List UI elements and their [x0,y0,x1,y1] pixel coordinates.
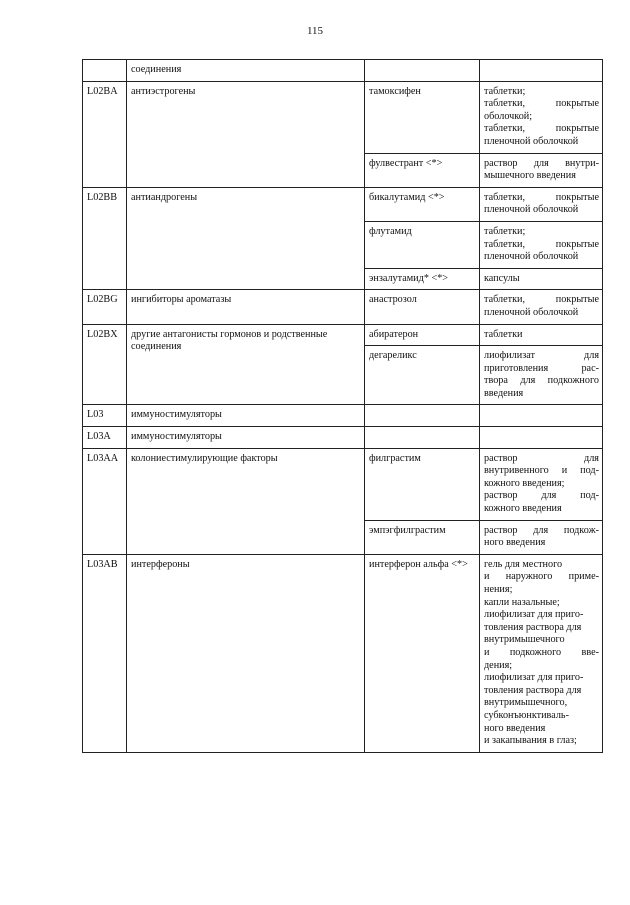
atc-code [83,60,127,82]
dosage-forms [480,324,603,346]
dosage-form-line: таблетки, покрытые [484,294,599,306]
dosage-form-line: ного введения [484,537,546,549]
dosage-form-line: введения [484,387,524,399]
drug-name [365,60,480,82]
drug-table [82,59,603,753]
dosage-forms [480,405,603,427]
group-name: иммуностимуляторы [127,427,365,449]
drug-name: абиратерон [365,324,480,346]
atc-code: L02BX [83,324,127,405]
drug-name: филграстим [365,448,480,520]
group-name: ингибиторы ароматазы [127,290,365,324]
dosage-forms [480,60,603,82]
table-row [83,448,603,520]
dosage-form-line: товления раствора для [484,684,582,696]
group-name: иммуностимуляторы [127,405,365,427]
dosage-form-line: таблетки, покрытые [484,98,599,110]
dosage-form-line: и наружного приме- [484,571,599,583]
dosage-form-line: твора для подкожного [484,375,599,387]
dosage-form-line: раствор для под- [484,490,599,502]
table-row [83,187,603,221]
dosage-form-line: мышечного введения [484,170,576,182]
dosage-forms [480,187,603,221]
table-row [83,81,603,153]
dosage-form-line: капсулы [484,272,520,284]
dosage-form-line: нения; [484,584,513,595]
dosage-form-line: таблетки; [484,85,526,97]
group-name: соединения [127,60,365,82]
atc-code: L03 [83,405,127,427]
drug-name [365,405,480,427]
dosage-form-line: лиофилизат для [484,350,599,362]
dosage-form-line: пленочной оболочкой [484,135,579,147]
drug-name: дегареликс [365,346,480,405]
dosage-form-line: таблетки; [484,225,526,237]
atc-code: L02BA [83,81,127,187]
dosage-forms [480,290,603,324]
drug-name: эмпэгфилграстим [365,520,480,554]
drug-name: тамоксифен [365,81,480,153]
dosage-forms [480,448,603,520]
table-row [83,60,603,82]
dosage-form-line: внутримышечного [484,634,565,646]
dosage-form-line: раствор для подкож- [484,524,599,536]
atc-code: L02BB [83,187,127,290]
drug-name: фулвестрант <*> [365,153,480,187]
drug-name: анастрозол [365,290,480,324]
atc-code: L03AB [83,554,127,752]
group-name: антиэстрогены [127,81,365,187]
drug-name: флутамид [365,221,480,268]
dosage-form-line: субконъюнктиваль- [484,709,569,721]
drug-name: энзалутамид* <*> [365,268,480,290]
dosage-form-line: приготовления рас- [484,362,599,374]
table-row [83,405,603,427]
dosage-form-line: кожного введения [484,503,562,515]
dosage-form-line: капли назальные; [484,596,560,608]
drug-name: интерферон альфа <*> [365,554,480,752]
dosage-form-line: пленочной оболочкой [484,251,579,263]
group-name: интерфероны [127,554,365,752]
dosage-form-line: таблетки, покрытые [484,123,599,135]
dosage-form-line: товления раствора для [484,621,582,633]
group-name: другие антагонисты гормонов и родственные соединения [127,324,365,405]
dosage-form-line: таблетки, покрытые [484,238,599,250]
dosage-form-line: лиофилизат для приго- [484,609,584,621]
dosage-form-line: раствор для [484,452,599,464]
dosage-form-line: кожного введения; [484,477,565,489]
dosage-form-line: гель для местного [484,558,563,570]
table-row [83,324,603,346]
group-name: колониестимулирующие факторы [127,448,365,554]
dosage-form-line: лиофилизат для приго- [484,672,584,684]
dosage-forms [480,520,603,554]
dosage-form-line: внутримышечного, [484,697,568,709]
dosage-forms [480,81,603,153]
dosage-forms [480,346,603,405]
dosage-form-line: таблетки [484,328,523,340]
table-row [83,554,603,752]
page-number: 115 [306,25,324,37]
atc-code: L03AA [83,448,127,554]
dosage-form-line: и подкожного вве- [484,646,599,658]
dosage-forms [480,554,603,752]
table-row [83,427,603,449]
dosage-forms [480,221,603,268]
dosage-form-line: пленочной оболочкой [484,306,579,318]
dosage-form-line: пленочной оболочкой [484,204,579,216]
dosage-forms [480,153,603,187]
dosage-form-line: раствор для внутри- [484,157,599,169]
dosage-form-line: таблетки, покрытые [484,191,599,203]
dosage-forms [480,268,603,290]
dosage-forms [480,427,603,449]
table-row [83,290,603,324]
group-name: антиандрогены [127,187,365,290]
dosage-form-line: оболочкой; [484,110,533,122]
dosage-form-line: внутривенного и под- [484,465,599,477]
atc-code: L02BG [83,290,127,324]
dosage-form-line: дения; [484,659,513,671]
drug-name: бикалутамид <*> [365,187,480,221]
drug-name [365,427,480,449]
atc-code: L03A [83,427,127,449]
dosage-form-line: и закапывания в глаз; [484,735,577,747]
dosage-form-line: ного введения [484,722,546,734]
